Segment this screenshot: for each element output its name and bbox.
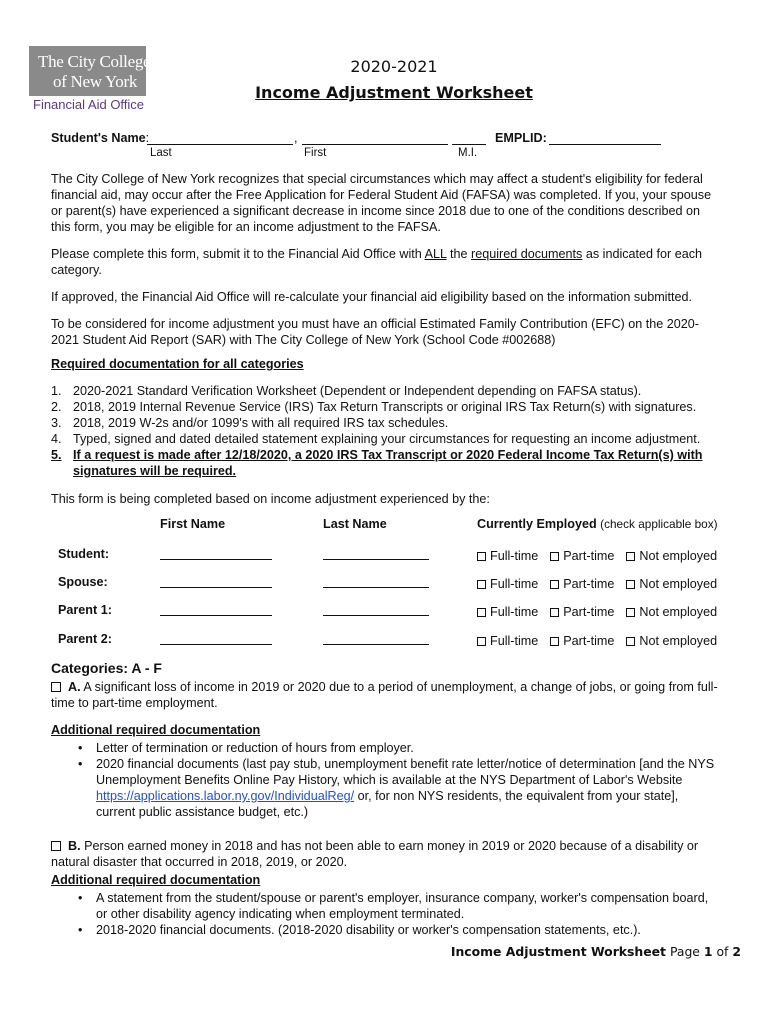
category-b: B. Person earned money in 2018 and has not been able to earn money in 2019 or 2020 because of a disability or natural disaster that occurred in 2018, 2019, or 2020.: [51, 839, 699, 869]
category-b-docs-heading: Additional required documentation: [51, 873, 261, 887]
name-comma: ,: [294, 131, 298, 145]
checkbox-not-employed[interactable]: Not employed: [626, 605, 717, 619]
category-b-checkbox[interactable]: [51, 841, 61, 851]
spouse-employment-options: [477, 577, 717, 591]
parent2-last-name-field[interactable]: [323, 644, 429, 645]
categories-heading: Categories: A - F: [51, 660, 162, 676]
list-item: • Letter of termination or reduction of hours from employer.: [78, 741, 414, 755]
student-employment-options: [477, 549, 717, 563]
checkbox-full-time[interactable]: Full-time: [477, 577, 538, 591]
checkbox-full-time[interactable]: Full-time: [477, 634, 538, 648]
page-title: Income Adjustment Worksheet: [255, 83, 533, 102]
spouse-last-name-field[interactable]: [323, 587, 429, 588]
parent1-first-name-field[interactable]: [160, 615, 272, 616]
page-footer: Income Adjustment Worksheet Page 1 of 2: [450, 944, 741, 959]
checkbox-full-time[interactable]: Full-time: [477, 605, 538, 619]
form-year: 2020-2021: [350, 57, 438, 76]
parent1-employment-options: [477, 605, 717, 619]
last-name-field[interactable]: [147, 144, 293, 145]
row-label-parent-2: Parent 2:: [58, 632, 112, 646]
list-item: 4. Typed, signed and dated detailed statement explaining your circumstances for requesting an income adjustment.: [51, 432, 701, 446]
last-caption: Last: [150, 147, 172, 159]
emplid-field[interactable]: [549, 144, 661, 145]
list-item: • A statement from the student/spouse or parent's employer, insurance company, worker's compensation board, or other disability agency indicating when employment terminated.: [78, 891, 709, 921]
experienced-by-text: This form is being completed based on income adjustment experienced by the:: [51, 492, 490, 506]
first-caption: First: [304, 147, 327, 159]
parent2-employment-options: [477, 634, 717, 648]
checkbox-part-time[interactable]: Part-time: [550, 549, 614, 563]
parent1-last-name-field[interactable]: [323, 615, 429, 616]
column-first-name: First Name: [160, 517, 226, 531]
checkbox-full-time[interactable]: Full-time: [477, 549, 538, 563]
efc-requirement: To be considered for income adjustment you must have an official Estimated Family Contribution (EFC) on the 2020-2021 Student Aid Report (SAR) with The City College of New York (School Code #002688): [51, 317, 699, 347]
row-label-parent-1: Parent 1:: [58, 603, 112, 617]
required-docs-heading: Required documentation for all categories: [51, 357, 304, 371]
category-a-checkbox[interactable]: [51, 682, 61, 692]
student-name-label: Student's Name:: [51, 131, 150, 145]
required-docs-list: [51, 383, 731, 479]
category-a-docs-list: [78, 740, 718, 820]
labor-website-link[interactable]: https://applications.labor.ny.gov/IndividualReg/: [96, 789, 355, 803]
checkbox-not-employed[interactable]: Not employed: [626, 549, 717, 563]
list-item: 2. 2018, 2019 Internal Revenue Service (IRS) Tax Return Transcripts or original IRS Tax Return(s) with signatures.: [51, 400, 697, 414]
mi-caption: M.I.: [458, 147, 478, 159]
column-last-name: Last Name: [323, 517, 387, 531]
checkbox-part-time[interactable]: Part-time: [550, 634, 614, 648]
emplid-label: EMPLID:: [495, 131, 547, 145]
column-employed: Currently Employed (check applicable box): [477, 517, 718, 531]
parent2-first-name-field[interactable]: [160, 644, 272, 645]
category-a: A. A significant loss of income in 2019 or 2020 due to a period of unemployment, a change of jobs, or going from full-time to part-time employment.: [51, 680, 718, 710]
checkbox-not-employed[interactable]: Not employed: [626, 577, 717, 591]
category-b-docs-list: [78, 890, 718, 938]
logo-subtitle: Financial Aid Office: [33, 97, 145, 112]
first-name-field[interactable]: [302, 144, 448, 145]
logo-line-1: The City College: [38, 52, 151, 71]
logo-line-2: of New York: [53, 72, 138, 91]
recalculate-note: If approved, the Financial Aid Office will re-calculate your financial aid eligibility based on the information submitted.: [51, 290, 692, 304]
middle-initial-field[interactable]: [452, 144, 486, 145]
checkbox-part-time[interactable]: Part-time: [550, 605, 614, 619]
intro-paragraph: The City College of New York recognizes that special circumstances which may affect a student's eligibility for federal financial aid, may occur after the Free Application for Federal Student Aid (FAFSA) was completed. If you, your spouse or parent(s) have experienced a significant decrease in income since 2018 due to one of the conditions described on this form, you may be eligible for an income adjustment to the FAFSA.: [51, 172, 712, 234]
checkbox-part-time[interactable]: Part-time: [550, 577, 614, 591]
spouse-first-name-field[interactable]: [160, 587, 272, 588]
checkbox-not-employed[interactable]: Not employed: [626, 634, 717, 648]
list-item: 1. 2020-2021 Standard Verification Worksheet (Dependent or Independent depending on FAFSA status).: [51, 384, 642, 398]
list-item: • 2018-2020 financial documents. (2018-2020 disability or worker's compensation statements, etc.).: [78, 923, 641, 937]
list-item: • 2020 financial documents (last pay stub, unemployment benefit rate letter/notice of determination [and the NYS Unemployment Benefits Online Pay History, which is available at the NYS Department of Labor's Website https://applications.labor.ny.gov/IndividualReg/ or, for non NYS residents, the equivalent from your state], current public assistance budget, etc.): [78, 757, 715, 819]
category-a-docs-heading: Additional required documentation: [51, 723, 261, 737]
submit-instructions: Please complete this form, submit it to the Financial Aid Office with ALL the required documents as indicated for each category.: [51, 247, 703, 277]
student-first-name-field[interactable]: [160, 559, 272, 560]
student-last-name-field[interactable]: [323, 559, 429, 560]
row-label-student: Student:: [58, 547, 110, 561]
row-label-spouse: Spouse:: [58, 575, 108, 589]
list-item: 3. 2018, 2019 W-2s and/or 1099's with all required IRS tax schedules.: [51, 416, 449, 430]
list-item: 5. If a request is made after 12/18/2020, a 2020 IRS Tax Transcript or 2020 Federal Income Tax Return(s) with signatures will be required.: [51, 448, 703, 478]
